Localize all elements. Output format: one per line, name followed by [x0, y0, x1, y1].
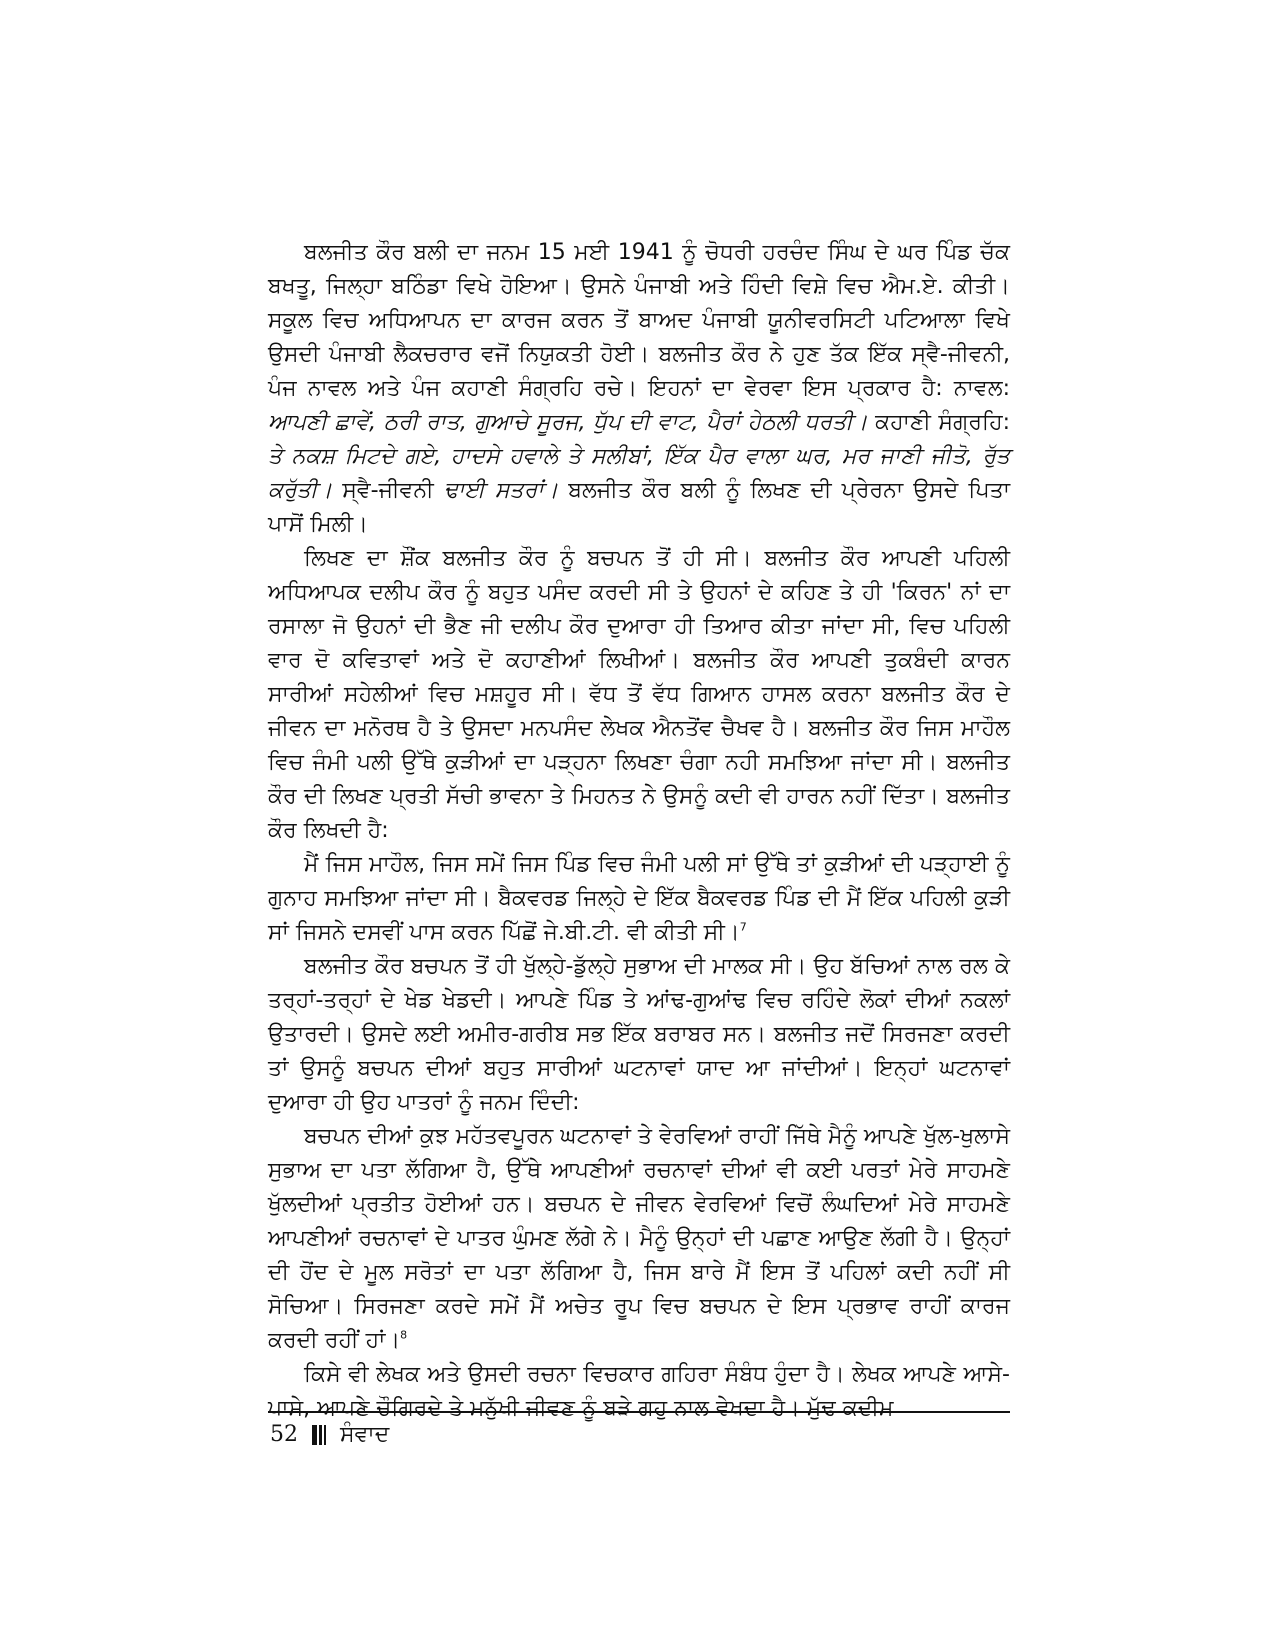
quote-text: ਬਚਪਨ ਦੀਆਂ ਕੁਝ ਮਹੱਤਵਪੂਰਨ ਘਟਨਾਵਾਂ ਤੇ ਵੇਰਵਿਆਂ ਰਾਹੀਂ ਜਿੱਥੇ ਮੈਨੂੰ ਆਪਣੇ ਖੁੱਲ-ਖੁਲਾਸੇ ਸੁਭਾਅ ਦਾ ਪਤਾ ਲੱਗਿਆ ਹੈ, ਉੱਥੇ ਆਪਣੀਆਂ ਰਚਨਾਵਾਂ ਦੀਆਂ ਵੀ ਕਈ ਪਰਤਾਂ ਮੇਰੇ ਸਾਹਮਣੇ ਖੁੱਲਦੀਆਂ ਪ੍ਰਤੀਤ ਹੋਈਆਂ ਹਨ। ਬਚਪਨ ਦੇ ਜੀਵਨ ਵੇਰਵਿਆਂ ਵਿਚੋਂ ਲੰਘਦਿਆਂ ਮੇਰੇ ਸਾਹਮਣੇ ਆਪਣੀਆਂ ਰਚਨਾਵਾਂ ਦੇ ਪਾਤਰ ਘੁੰਮਣ ਲੱਗੇ ਨੇ। ਮੈਨੂੰ ਉਨ੍ਹਾਂ ਦੀ ਪਛਾਣ ਆਉਣ ਲੱਗੀ ਹੈ। ਉਨ੍ਹਾਂ ਦੀ ਹੋਂਦ ਦੇ ਮੂਲ ਸਰੋਤਾਂ ਦਾ ਪਤਾ ਲੱਗਿਆ ਹੈ, ਜਿਸ ਬਾਰੇ ਮੈਂ ਇਸ ਤੋਂ ਪਹਿਲਾਂ ਕਦੀ ਨਹੀਂ ਸੀ ਸੋਚਿਆ। ਸਿਰਜਣਾ ਕਰਦੇ ਸਮੇਂ ਮੈਂ ਅਚੇਤ ਰੂਪ ਵਿਚ ਬਚਪਨ ਦੇ ਇਸ ਪ੍ਰਭਾਵ ਰਾਹੀਂ ਕਾਰਜ ਕਰਦੀ ਰਹੀਂ ਹਾਂ।: [268, 1124, 1010, 1353]
journal-name: ਸੰਵਾਦ: [340, 1422, 390, 1447]
bars-icon: [312, 1425, 326, 1445]
quote-text: ਮੈਂ ਜਿਸ ਮਾਹੌਲ, ਜਿਸ ਸਮੇਂ ਜਿਸ ਪਿੰਡ ਵਿਚ ਜੰਮੀ ਪਲੀ ਸਾਂ ਉੱਥੇ ਤਾਂ ਕੁੜੀਆਂ ਦੀ ਪੜ੍ਹਾਈ ਨੂੰ ਗੁਨਾਹ ਸਮਝਿਆ ਜਾਂਦਾ ਸੀ। ਬੈਕਵਰਡ ਜਿਲ੍ਹੇ ਦੇ ਇੱਕ ਬੈਕਵਰਡ ਪਿੰਡ ਦੀ ਮੈਂ ਇੱਕ ਪਹਿਲੀ ਕੁੜੀ ਸਾਂ ਜਿਸਨੇ ਦਸਵੀਂ ਪਾਸ ਕਰਨ ਪਿੱਛੋਂ ਜੇ.ਬੀ.ਟੀ. ਵੀ ਕੀਤੀ ਸੀ।: [268, 852, 1010, 945]
paragraph-1: [268, 236, 1010, 542]
page-footer: [270, 1422, 389, 1447]
paragraph-2: ਲਿਖਣ ਦਾ ਸ਼ੌਂਕ ਬਲਜੀਤ ਕੌਰ ਨੂੰ ਬਚਪਨ ਤੋਂ ਹੀ ਸੀ। ਬਲਜੀਤ ਕੌਰ ਆਪਣੀ ਪਹਿਲੀ ਅਧਿਆਪਕ ਦਲੀਪ ਕੌਰ ਨੂੰ ਬਹੁਤ ਪਸੰਦ ਕਰਦੀ ਸੀ ਤੇ ਉਹਨਾਂ ਦੇ ਕਹਿਣ ਤੇ ਹੀ 'ਕਿਰਨ' ਨਾਂ ਦਾ ਰਸਾਲਾ ਜੋ ਉਹਨਾਂ ਦੀ ਭੈਣ ਜੀ ਦਲੀਪ ਕੌਰ ਦੁਆਰਾ ਹੀ ਤਿਆਰ ਕੀਤਾ ਜਾਂਦਾ ਸੀ, ਵਿਚ ਪਹਿਲੀ ਵਾਰ ਦੋ ਕਵਿਤਾਵਾਂ ਅਤੇ ਦੋ ਕਹਾਣੀਆਂ ਲਿਖੀਆਂ। ਬਲਜੀਤ ਕੌਰ ਆਪਣੀ ਤੁਕਬੰਦੀ ਕਾਰਨ ਸਾਰੀਆਂ ਸਹੇਲੀਆਂ ਵਿਚ ਮਸ਼ਹੂਰ ਸੀ। ਵੱਧ ਤੋਂ ਵੱਧ ਗਿਆਨ ਹਾਸਲ ਕਰਨਾ ਬਲਜੀਤ ਕੌਰ ਦੇ ਜੀਵਨ ਦਾ ਮਨੋਰਥ ਹੈ ਤੇ ਉਸਦਾ ਮਨਪਸੰਦ ਲੇਖਕ ਐਨਤੋਂਵ ਚੈਖਵ ਹੈ। ਬਲਜੀਤ ਕੌਰ ਜਿਸ ਮਾਹੌਲ ਵਿਚ ਜੰਮੀ ਪਲੀ ਉੱਥੇ ਕੁੜੀਆਂ ਦਾ ਪੜ੍ਹਨਾ ਲਿਖਣਾ ਚੰਗਾ ਨਹੀ ਸਮਝਿਆ ਜਾਂਦਾ ਸੀ। ਬਲਜੀਤ ਕੌਰ ਦੀ ਲਿਖਣ ਪ੍ਰਤੀ ਸੱਚੀ ਭਾਵਨਾ ਤੇ ਮਿਹਨਤ ਨੇ ਉਸਨੂੰ ਕਦੀ ਵੀ ਹਾਰਨ ਨਹੀਂ ਦਿੱਤਾ। ਬਲਜੀਤ ਕੌਰ ਲਿਖਦੀ ਹੈ:: [268, 546, 1010, 843]
quote-2: [268, 1120, 1010, 1358]
text-span: ਸ੍ਵੈ-ਜੀਵਨੀ: [332, 478, 444, 503]
novel-titles: ਆਪਣੀ ਛਾਵੇਂ, ਠਰੀ ਰਾਤ, ਗੁਆਚੇ ਸੂਰਜ, ਧੁੱਪ ਦੀ ਵਾਟ, ਪੈਰਾਂ ਹੇਠਲੀ ਧਰਤੀ।: [268, 410, 868, 435]
text-span: ਕਹਾਣੀ ਸੰਗ੍ਰਹਿ:: [867, 410, 1010, 435]
paragraph-6: ਕਿਸੇ ਵੀ ਲੇਖਕ ਅਤੇ ਉਸਦੀ ਰਚਨਾ ਵਿਚਕਾਰ ਗਹਿਰਾ ਸੰਬੰਧ ਹੁੰਦਾ ਹੈ। ਲੇਖਕ ਆਪਣੇ ਆਸੇ-ਪਾਸੇ, ਆਪਣੇ ਚੌਗਿਰਦੇ ਤੇ ਮਨੁੱਖੀ ਜੀਵਣ ਨੂੰ ਬੜੇ ਗਹੁ ਨਾਲ ਵੇਖਦਾ ਹੈ। ਮੁੱਢ ਕਦੀਮ: [268, 1362, 1010, 1421]
text-span: ਬਲਜੀਤ ਕੌਰ ਬਲੀ ਦਾ ਜਨਮ 15 ਮਈ 1941 ਨੂੰ ਚੋਧਰੀ ਹਰਚੰਦ ਸਿੰਘ ਦੇ ਘਰ ਪਿੰਡ ਚੱਕ ਬਖਤੂ, ਜਿਲ੍ਹਾ ਬਠਿੰਡਾ ਵਿਖੇ ਹੋਇਆ। ਉਸਨੇ ਪੰਜਾਬੀ ਅਤੇ ਹਿੰਦੀ ਵਿਸ਼ੇ ਵਿਚ ਐਮ.ਏ. ਕੀਤੀ। ਸਕੂਲ ਵਿਚ ਅਧਿਆਪਨ ਦਾ ਕਾਰਜ ਕਰਨ ਤੋਂ ਬਾਅਦ ਪੰਜਾਬੀ ਯੂਨੀਵਰਸਿਟੀ ਪਟਿਆਲਾ ਵਿਖੇ ਉਸਦੀ ਪੰਜਾਬੀ ਲੈਕਚਰਾਰ ਵਜੋਂ ਨਿਯੁਕਤੀ ਹੋਈ। ਬਲਜੀਤ ਕੌਰ ਨੇ ਹੁਣ ਤੱਕ ਇੱਕ ਸ੍ਵੈ-ਜੀਵਨੀ, ਪੰਜ ਨਾਵਲ ਅਤੇ ਪੰਜ ਕਹਾਣੀ ਸੰਗ੍ਰਹਿ ਰਚੇ। ਇਹਨਾਂ ਦਾ ਵੇਰਵਾ ਇਸ ਪ੍ਰਕਾਰ ਹੈ: ਨਾਵਲ:: [268, 240, 1010, 401]
text-span: ਬਲਜੀਤ ਕੌਰ ਬਲੀ ਨੂੰ ਲਿਖਣ ਦੀ ਪ੍ਰੇਰਨਾ ਉਸਦੇ ਪਿਤਾ ਪਾਸੋਂ ਮਿਲੀ।: [268, 478, 1011, 537]
paragraph-4: ਬਲਜੀਤ ਕੌਰ ਬਚਪਨ ਤੋਂ ਹੀ ਖੁੱਲ੍ਹੇ-ਡੁੱਲ੍ਹੇ ਸੁਭਾਅ ਦੀ ਮਾਲਕ ਸੀ। ਉਹ ਬੱਚਿਆਂ ਨਾਲ ਰਲ ਕੇ ਤਰ੍ਹਾਂ-ਤਰ੍ਹਾਂ ਦੇ ਖੇਡ ਖੇਡਦੀ। ਆਪਣੇ ਪਿੰਡ ਤੇ ਆਂਢ-ਗੁਆਂਢ ਵਿਚ ਰਹਿੰਦੇ ਲੋਕਾਂ ਦੀਆਂ ਨਕਲਾਂ ਉਤਾਰਦੀ। ਉਸਦੇ ਲਈ ਅਮੀਰ-ਗਰੀਬ ਸਭ ਇੱਕ ਬਰਾਬਰ ਸਨ। ਬਲਜੀਤ ਜਦੋਂ ਸਿਰਜਣਾ ਕਰਦੀ ਤਾਂ ਉਸਨੂੰ ਬਚਪਨ ਦੀਆਂ ਬਹੁਤ ਸਾਰੀਆਂ ਘਟਨਾਵਾਂ ਯਾਦ ਆ ਜਾਂਦੀਆਂ। ਇਨ੍ਹਾਂ ਘਟਨਾਵਾਂ ਦੁਆਰਾ ਹੀ ਉਹ ਪਾਤਰਾਂ ਨੂੰ ਜਨਮ ਦਿੰਦੀ:: [268, 954, 1010, 1115]
quote-1: [268, 848, 1010, 950]
footnote-marker: 7: [739, 920, 747, 934]
story-collection-titles: ਤੇ ਨਕਸ਼ ਮਿਟਦੇ ਗਏ, ਹਾਦਸੇ ਹਵਾਲੇ ਤੇ ਸਲੀਬਾਂ, ਇੱਕ ਪੈਰ ਵਾਲਾ ਘਰ, ਮਰ ਜਾਣੀ ਜੀਤੋ, ਰੁੱਤ ਕਰੁੱਤੀ।: [268, 444, 1010, 503]
footer-rule: [268, 1411, 1010, 1413]
page-number: 52: [270, 1422, 298, 1447]
autobiography-title: ਢਾਈ ਸਤਰਾਂ।: [443, 478, 559, 503]
footnote-marker: 8: [400, 1328, 408, 1342]
body-text: [268, 236, 1010, 1426]
